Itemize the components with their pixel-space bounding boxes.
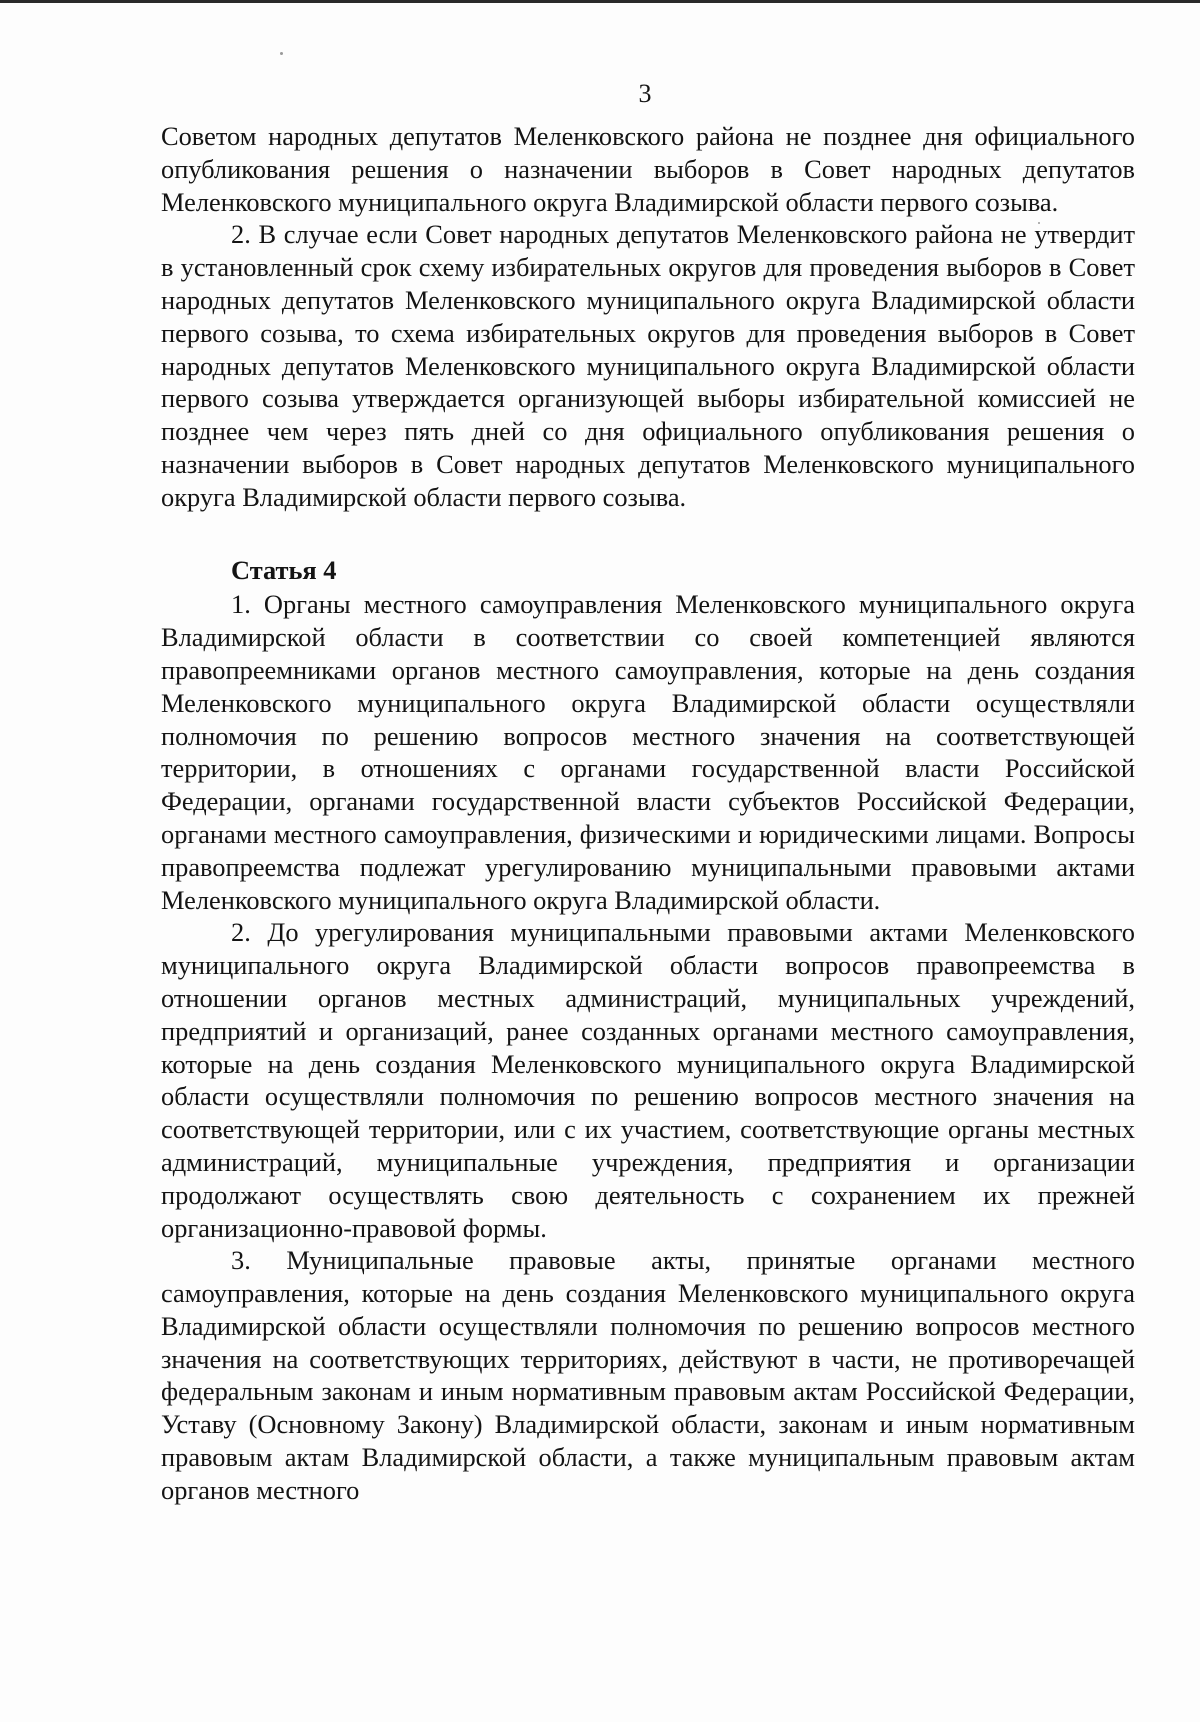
scan-speck — [280, 52, 283, 55]
paragraph-2: 2. В случае если Совет народных депутатов Меленковского района не утвердит в установленный срок схему избирательных округов для проведения выборов в Совет народных депутатов Меленковского муниципального округа Владимирской области первого созыва, то схема избирательных округов для проведения выборов в Совет народных депутатов Меленковского муниципального округа Владимирской области первого созыва утверждается организующей выборы избирательной комиссией не позднее чем через пять дней со дня официального опубликования решения о назначении выборов в Совет народных депутатов Меленковского муниципального округа Владимирской области первого созыва. — [161, 219, 1135, 512]
page-number: 3 — [638, 79, 652, 108]
section-spacer — [161, 514, 1135, 554]
article-paragraph-2: 2. До урегулирования муниципальными правовыми актами Меленковского муниципального округа Владимирской области вопросов правопреемства в отношении органов местных администраций, муниципальных учреждений, предприятий и организаций, ранее созданных органами местного самоуправления, которые на день создания Меленковского муниципального округа Владимирской области осуществляли полномочия по решению вопросов местного значения на соответствующей территории, или с их участием, соответствующие органы местных администраций, муниципальные учреждения, предприятия и организации продолжают осуществлять свою деятельность с сохранением их прежней организационно-правовой формы. — [161, 917, 1135, 1243]
article-paragraph-1: 1. Органы местного самоуправления Меленковского муниципального округа Владимирской области в соответствии со своей компетенцией являются правопреемниками органов местного самоуправления, которые на день создания Меленковского муниципального округа Владимирской области осуществляли полномочия по решению вопросов местного значения на соответствующей территории, в отношениях с органами государственной власти Российской Федерации, органами государственной власти субъектов Российской Федерации, органами местного самоуправления, физическими и юридическими лицами. Вопросы правопреемства подлежат урегулированию муниципальными правовыми актами Меленковского муниципального округа Владимирской области. — [161, 589, 1135, 915]
article-heading: Статья 4 — [231, 554, 337, 585]
article-paragraph-3: 3. Муниципальные правовые акты, принятые органами местного самоуправления, которые на день создания Меленковского муниципального округа Владимирской области осуществляли полномочия по решению вопросов местного значения на соответствующих территориях, действуют в части, не противоречащей федеральным законам и иным нормативным правовым актам Российской Федерации, Уставу (Основному Закону) Владимирской области, законам и иным нормативным правовым актам Владимирской области, а также муниципальным правовым актам органов местного — [161, 1245, 1135, 1505]
scan-top-edge — [0, 0, 1200, 3]
document-body — [161, 120, 1135, 1507]
intro-paragraph: Советом народных депутатов Меленковского района не позднее дня официального опубликования решения о назначении выборов в Совет народных депутатов Меленковского муниципального округа Владимирской области первого созыва. — [161, 121, 1135, 217]
